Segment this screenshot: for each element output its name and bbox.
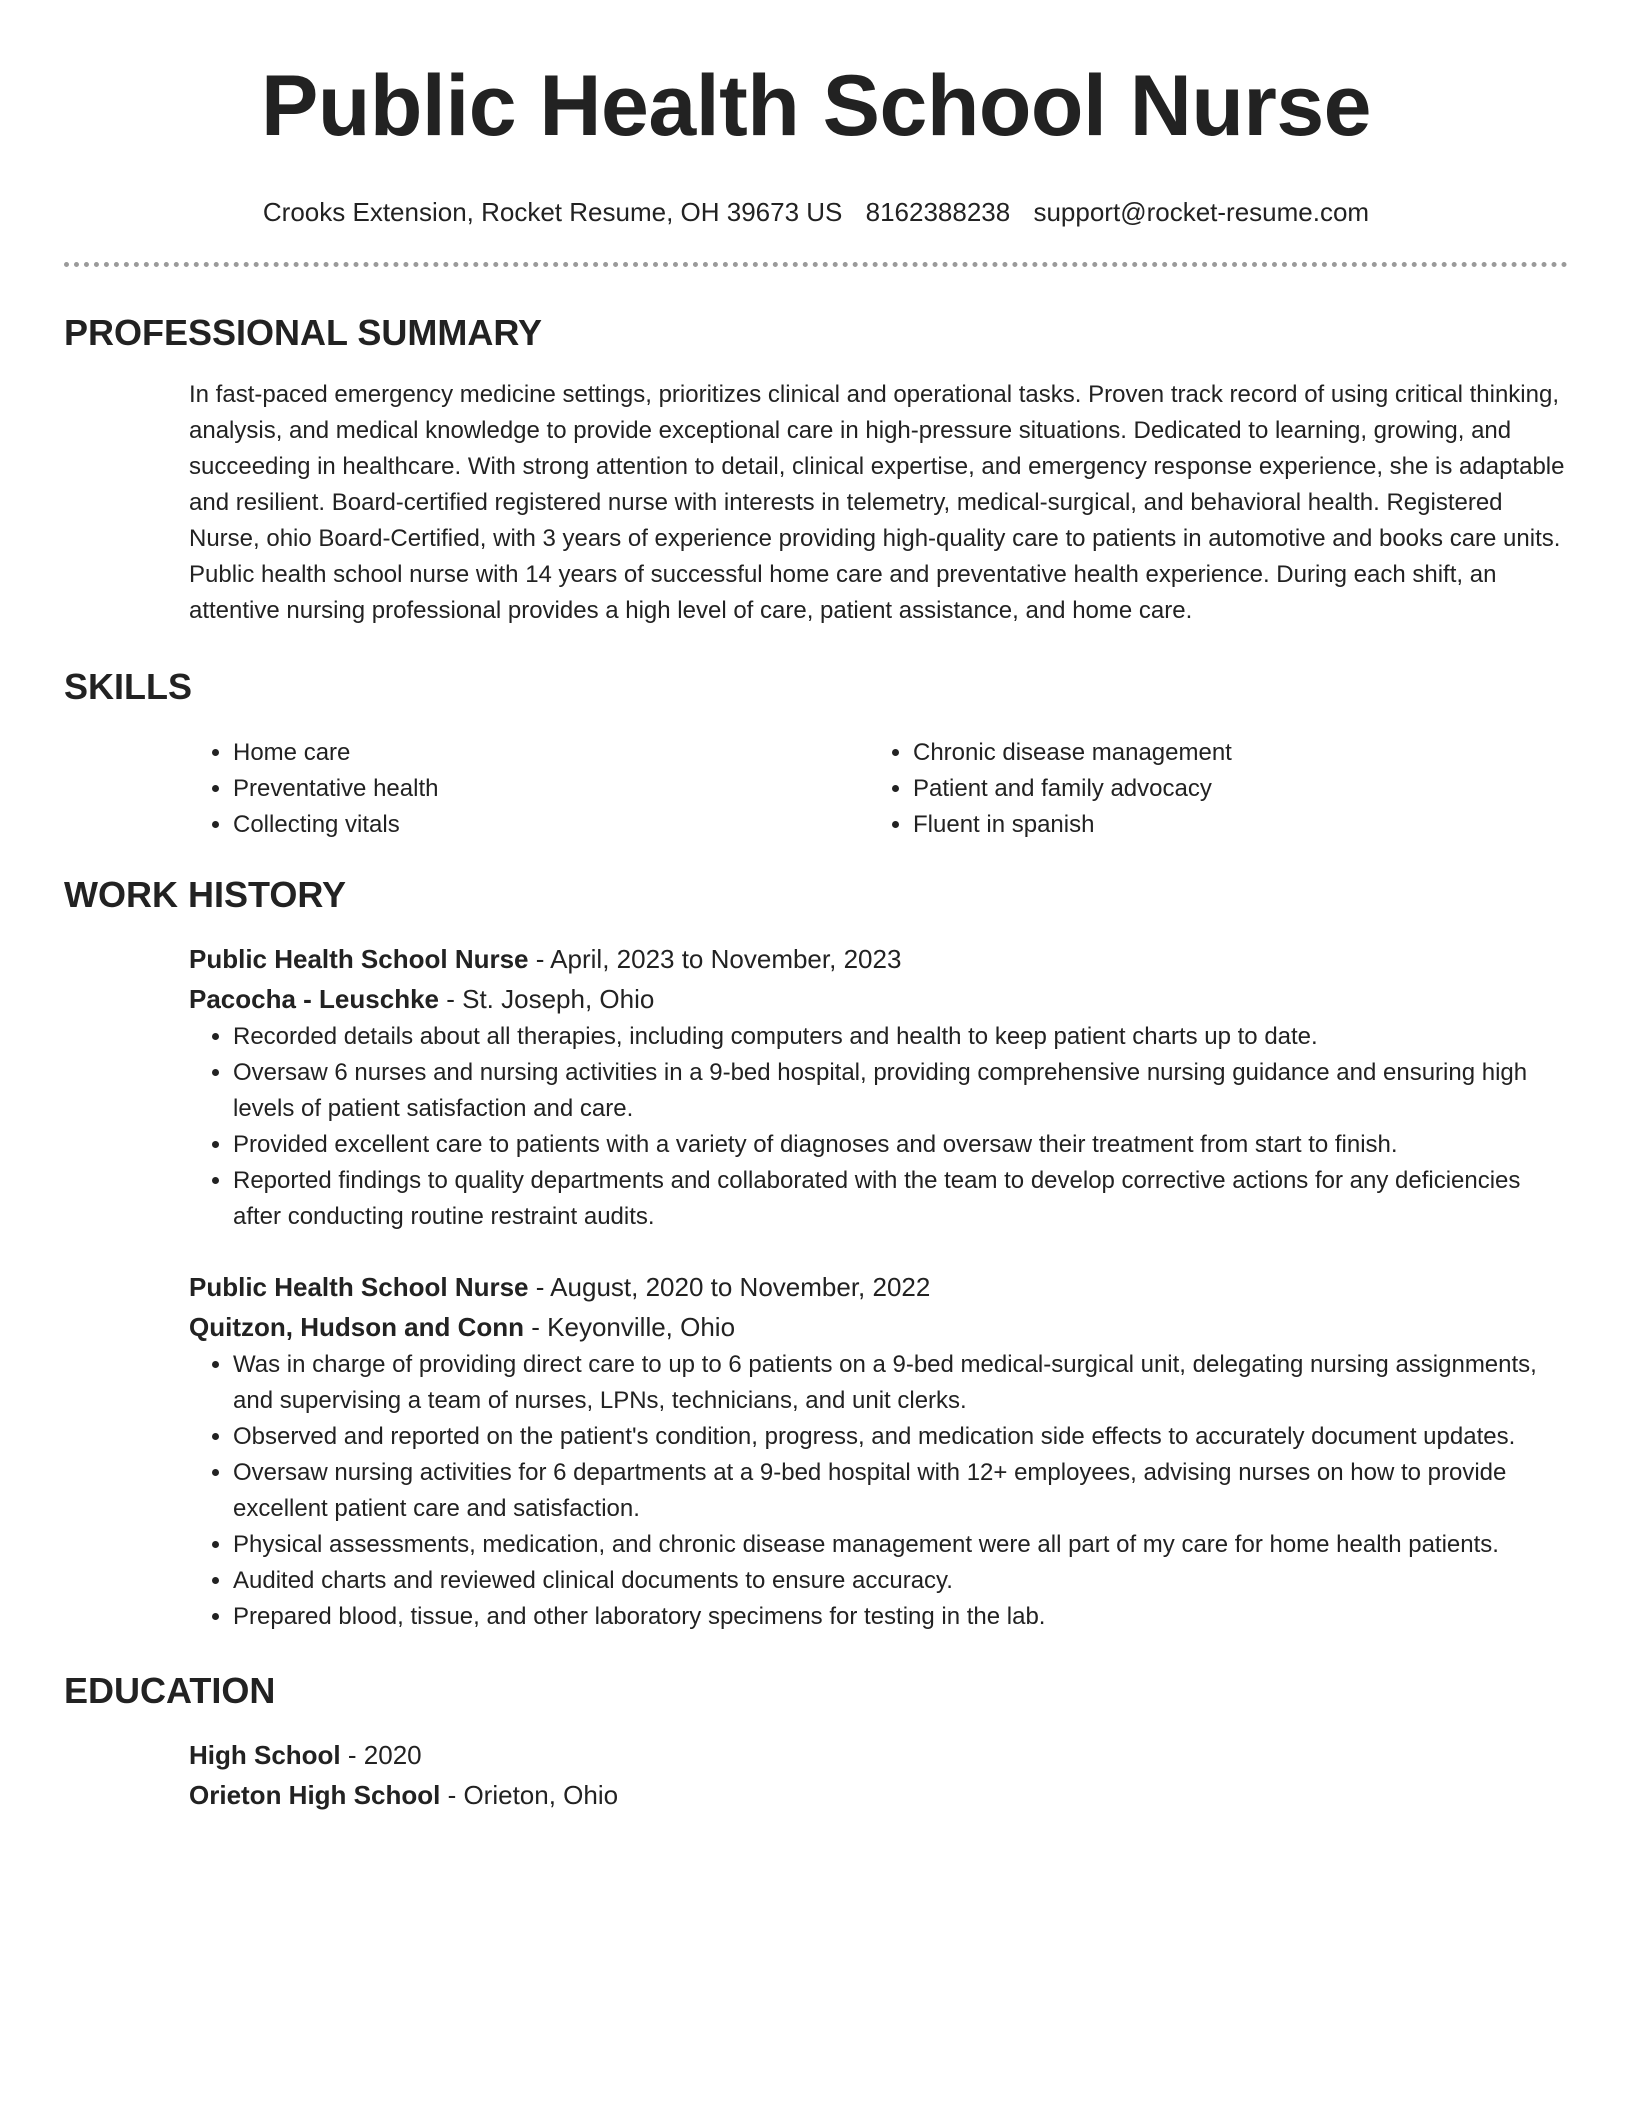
job-bullet: • Reported findings to quality departments and collaborated with the team to develop corrective actions for any deficiencies after conducting routine restraint audits. — [233, 1163, 1568, 1235]
job-title-line — [189, 1267, 1568, 1307]
job-location: - St. Joseph, Ohio — [439, 984, 655, 1014]
job-title-line — [189, 939, 1568, 979]
job-bullet: • Oversaw nursing activities for 6 departments at a 9-bed hospital with 12+ employees, advising nurses on how to provide excellent patient care and satisfaction. — [233, 1455, 1568, 1527]
contact-email: support@rocket-resume.com — [1033, 197, 1370, 227]
education-degree-line — [189, 1735, 1568, 1775]
job-dates: - April, 2023 to November, 2023 — [528, 944, 902, 974]
job-position: Public Health School Nurse — [189, 1272, 529, 1302]
education-heading: EDUCATION — [64, 1670, 276, 1711]
contact-phone: 8162388238 — [865, 197, 1011, 227]
job-position: Public Health School Nurse — [189, 944, 529, 974]
job-company-line — [189, 1307, 1568, 1347]
contact-line — [64, 196, 1568, 228]
job-bullet: • Was in charge of providing direct care to up to 6 patients on a 9-bed medical-surgical unit, delegating nursing assignments, and supervising a team of nurses, LPNs, technicians, and unit clerks. — [233, 1347, 1568, 1419]
resume-page — [64, 0, 1568, 1815]
skill-item: • Preventative health — [233, 771, 869, 807]
education-location: - Orieton, Ohio — [440, 1780, 619, 1810]
skill-item: • Collecting vitals — [233, 807, 869, 843]
education-school-line — [189, 1775, 1568, 1815]
skills-heading: SKILLS — [64, 666, 193, 707]
contact-address: Crooks Extension, Rocket Resume, OH 39673 US — [262, 197, 843, 227]
job-location: - Keyonville, Ohio — [524, 1312, 736, 1342]
education-year: - 2020 — [340, 1740, 422, 1770]
job-bullet: • Physical assessments, medication, and chronic disease management were all part of my care for home health patients. — [233, 1527, 1568, 1563]
work-history-heading: WORK HISTORY — [64, 874, 347, 915]
job-bullet: • Recorded details about all therapies, including computers and health to keep patient charts up to date. — [233, 1019, 1568, 1055]
resume-name: Public Health School Nurse — [261, 58, 1371, 154]
job-company-line — [189, 979, 1568, 1019]
job-bullet: • Observed and reported on the patient's condition, progress, and medication side effects to accurately document updates. — [233, 1419, 1568, 1455]
job-bullet-list — [189, 1019, 1568, 1235]
skills-column-left — [189, 735, 869, 843]
skills-list — [189, 735, 1568, 843]
education-degree: High School — [189, 1740, 341, 1770]
job-bullet: • Oversaw 6 nurses and nursing activities in a 9-bed hospital, providing comprehensive nursing guidance and ensuring high levels of patient satisfaction and care. — [233, 1055, 1568, 1127]
summary-text: In fast-paced emergency medicine settings, prioritizes clinical and operational tasks. Proven track record of using critical thinking, analysis, and medical knowledge to provide exceptional care in high-pressure situations. Dedicated to learning, growing, and succeeding in healthcare. With strong attention to detail, clinical expertise, and emergency response experience, she is adaptable and resilient. Board-certified registered nurse with interests in telemetry, medical-surgical, and behavioral health. Registered Nurse, ohio Board-Certified, with 3 years of experience providing high-quality care to patients in automotive and books care units. Public health school nurse with 14 years of successful home care and preventative health experience. During each shift, an attentive nursing professional provides a high level of care, patient assistance, and home care. — [189, 381, 1565, 624]
header-divider — [64, 262, 1568, 267]
skill-item: • Chronic disease management — [913, 735, 1549, 771]
job-company: Quitzon, Hudson and Conn — [189, 1312, 525, 1342]
skills-column-right — [869, 735, 1549, 843]
skill-item: • Patient and family advocacy — [913, 771, 1549, 807]
job-bullet-list — [189, 1347, 1568, 1635]
education-school: Orieton High School — [189, 1780, 441, 1810]
job-bullet: • Provided excellent care to patients with a variety of diagnoses and oversaw their treatment from start to finish. — [233, 1127, 1568, 1163]
job-bullet: • Prepared blood, tissue, and other laboratory specimens for testing in the lab. — [233, 1599, 1568, 1635]
job-bullet: • Audited charts and reviewed clinical documents to ensure accuracy. — [233, 1563, 1568, 1599]
job-company: Pacocha - Leuschke — [189, 984, 439, 1014]
job-dates: - August, 2020 to November, 2022 — [528, 1272, 931, 1302]
skill-item: • Fluent in spanish — [913, 807, 1549, 843]
summary-heading: PROFESSIONAL SUMMARY — [64, 312, 543, 353]
skill-item: • Home care — [233, 735, 869, 771]
